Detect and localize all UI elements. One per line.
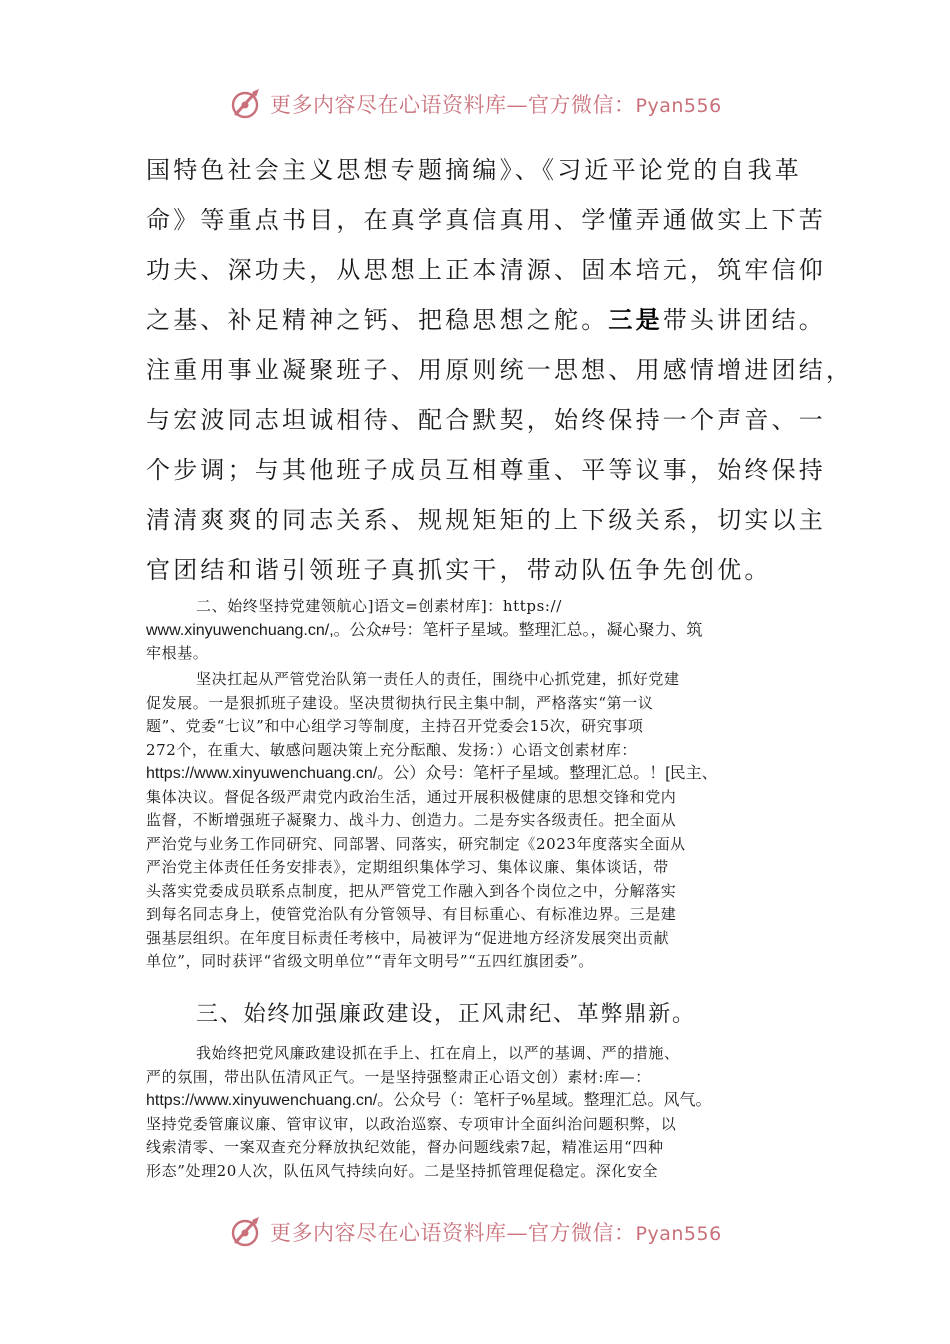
section2-body-line-10: 头落实党委成员联系点制度，把从严管党工作融入到各个岗位之中，分解落实 bbox=[146, 881, 677, 900]
header-watermark-banner bbox=[228, 84, 728, 124]
section2-heading-line-3: 牢根基。 bbox=[146, 644, 209, 662]
intro-line-1: 国特色社会主义思想专题摘编》、《习近平论党的自我革 bbox=[146, 156, 802, 184]
pen-on-circle-logo-icon bbox=[228, 86, 264, 122]
intro-line-4 bbox=[146, 295, 826, 345]
section2-body-line-11: 到每名同志身上，使管党治队有分管领导、有目标重心、有标准边界。三是建 bbox=[146, 905, 677, 923]
section2-heading bbox=[146, 595, 810, 666]
wechat-id: Pyan556 bbox=[635, 1223, 722, 1245]
section2-body-line-13: 单位”，同时获评“省级文明单位”“青年文明号”“五四红旗团委”。 bbox=[146, 952, 594, 970]
section2-body-line-5: https://www.xinyuwenchuang.cn/。公）众号：笔杆子星域。整理汇总。！[民主、 bbox=[146, 765, 718, 782]
watermark-text bbox=[270, 89, 722, 119]
intro-line-2: 命》等重点书目，在真学真信真用、学懂弄通做实上下苦 bbox=[146, 206, 826, 234]
watermark-label: 更多内容尽在心语资料库—官方微信： bbox=[270, 93, 636, 117]
bold-lead-sanshi: 三是 bbox=[608, 305, 663, 334]
footer-watermark-banner bbox=[228, 1212, 728, 1252]
section3-body-line-4: 坚持党委管廉议廉、管审议审，以政治巡察、专项审计全面纠治问题积弊，以 bbox=[146, 1114, 677, 1133]
section2-body-line-12: 强基层组织。在年度目标责任考核中，局被评为“促进地方经济发展突出贡献 bbox=[146, 928, 670, 947]
section2-body-line-3: 题”、党委“七议”和中心组学习等制度，主持召开党委会15次，研究事项 bbox=[146, 717, 644, 735]
intro-line-4-head: 之基、补足精神之钙、把稳思想之舵。 bbox=[146, 306, 609, 334]
section2-body-line-7: 监督，不断增强班子凝聚力、战斗力、创造力。二是夯实各级责任。把全面从 bbox=[146, 811, 677, 829]
section2-body-line-1: 坚决扛起从严管党治队第一责任人的责任，围绕中心抓党建，抓好党建 bbox=[196, 670, 680, 688]
intro-line-7: 个步调；与其他班子成员互相尊重、平等议事，始终保持 bbox=[146, 456, 826, 484]
intro-line-5: 注重用事业凝聚班子、用原则统一思想、用感情增进团结， bbox=[146, 356, 854, 384]
section3-heading: 三、始终加强廉政建设，正风肃纪、革弊鼎新。 bbox=[196, 1002, 696, 1027]
section3-body-line-6: 形态”处理20人次，队伍风气持续向好。二是坚持抓管理促稳定。深化安全 bbox=[146, 1161, 659, 1180]
watermark-label: 更多内容尽在心语资料库—官方微信： bbox=[270, 1221, 636, 1245]
section2-body-line-6: 集体决议。督促各级严肃党内政治生活，通过开展积极健康的思想交锋和党内 bbox=[146, 787, 677, 806]
section3-body-line-5: 线索清零、一案双查充分释放执纪效能，督办问题线索7起，精准运用“四种 bbox=[146, 1138, 664, 1156]
intro-line-6: 与宏波同志坦诚相待、配合默契，始终保持一个声音、一 bbox=[146, 406, 826, 434]
section3-body bbox=[146, 1042, 810, 1183]
intro-line-8: 清清爽爽的同志关系、规规矩矩的上下级关系，切实以主 bbox=[146, 506, 826, 534]
section2-body bbox=[146, 668, 810, 974]
section3-body-line-2: 严的氛围，带出队伍清风正气。一是坚持强整肃正心语文创）素材:库—： bbox=[146, 1067, 651, 1086]
section2-body-line-8: 严治党与业务工作同研究、同部署、同落实，研究制定《2023年度落实全面从 bbox=[146, 834, 686, 853]
section2-heading-line-2: www.xinyuwenchuang.cn/,。公众#号：笔杆子星域。整理汇总。，凝心聚力、筑 bbox=[146, 621, 703, 639]
section2-body-line-9: 严治党主体责任任务安排表》，定期组织集体学习、集体议廉、集体谈话，带 bbox=[146, 858, 669, 876]
intro-line-9: 官团结和谐引领班子真抓实干，带动队伍争先创优。 bbox=[146, 556, 772, 584]
intro-line-3: 功夫、深功夫，从思想上正本清源、固本培元，筑牢信仰 bbox=[146, 256, 826, 284]
section2-body-line-2: 促发展。一是狠抓班子建设。坚决贯彻执行民主集中制，严格落实“第一议 bbox=[146, 693, 654, 712]
section3-body-line-3: https://www.xinyuwenchuang.cn/。公众号（：笔杆子%星域。整理汇总。风气。 bbox=[146, 1092, 712, 1109]
intro-line-4-tail: 带头讲团结。 bbox=[662, 306, 827, 334]
wechat-id: Pyan556 bbox=[635, 95, 722, 117]
watermark-text bbox=[270, 1217, 722, 1247]
pen-on-circle-logo-icon bbox=[228, 1214, 264, 1250]
section2-body-line-4: 272个，在重大、敏感问题决策上充分酝酿、发扬：）心语文创素材库： bbox=[146, 740, 637, 759]
section2-heading-line-1: 二、始终坚持党建领航心]语文=创素材库]：https:// bbox=[196, 597, 562, 615]
section3-body-line-1: 我始终把党风廉政建设抓在手上、扛在肩上，以严的基调、严的措施、 bbox=[196, 1044, 680, 1062]
